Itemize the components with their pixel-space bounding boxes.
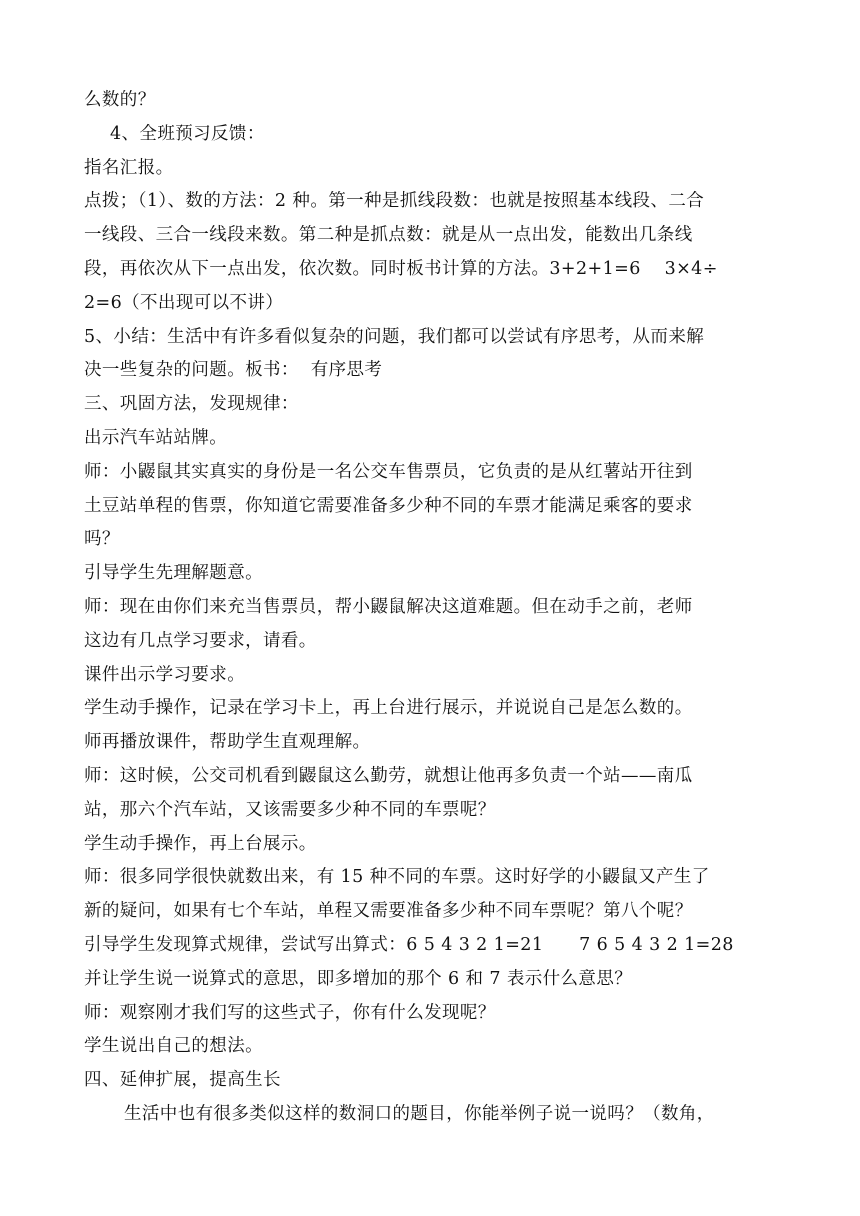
section-heading: 四、延伸扩展，提高生长 (84, 1070, 281, 1091)
text-line: 站，那六个汽车站，又该需要多少种不同的车票呢？ (84, 799, 496, 820)
text-line: 并让学生说一说算式的意思，即多增加的那个 6 和 7 表示什么意思？ (84, 968, 633, 989)
text-line: 师：很多同学很快就数出来，有 15 种不同的车票。这时好学的小鼹鼠又产生了 (84, 867, 710, 888)
text-line: 土豆站单程的售票，你知道它需要准备多少种不同的车票才能满足乘客的要求 (84, 495, 693, 516)
text-line: 5、小结：生活中有许多看似复杂的问题，我们都可以尝试有序思考，从而来解 (84, 326, 705, 347)
section-heading: 三、巩固方法，发现规律： (84, 394, 299, 415)
text-line: 引导学生发现算式规律，尝试写出算式：6 5 4 3 2 1=21 7 6 5 4 3 2 1=28 (84, 934, 734, 955)
text-line: 学生动手操作，记录在学习卡上，再上台进行展示，并说说自己是怎么数的。 (84, 698, 693, 719)
text-line: 生活中也有很多类似这样的数洞口的题目，你能举例子说一说吗？（数角， (124, 1103, 715, 1124)
text-line: 一线段、三合一线段来数。第二种是抓点数：就是从一点出发，能数出几条线 (84, 225, 693, 246)
text-line: 引导学生先理解题意。 (84, 563, 263, 584)
document-body (84, 84, 784, 1132)
text-line: 出示汽车站站牌。 (84, 427, 228, 448)
text-line: 决一些复杂的问题。板书： 有序思考 (84, 360, 383, 381)
text-line: 师再播放课件，帮助学生直观理解。 (84, 732, 371, 753)
text-line: 新的疑问，如果有七个车站，单程又需要准备多少种不同车票呢？第八个呢？ (84, 901, 693, 922)
text-line: 指名汇报。 (84, 157, 174, 178)
text-line: 师：观察刚才我们写的这些式子，你有什么发现呢？ (84, 1002, 496, 1023)
text-line: 师：这时候，公交司机看到鼹鼠这么勤劳，就想让他再多负责一个站——南瓜 (84, 765, 693, 786)
text-line: 4、全班预习反馈： (110, 123, 265, 144)
text-line: 学生动手操作，再上台展示。 (84, 833, 317, 854)
text-line: 师：现在由你们来充当售票员，帮小鼹鼠解决这道难题。但在动手之前，老师 (84, 596, 693, 617)
text-line: 师：小鼹鼠其实真实的身份是一名公交车售票员，它负责的是从红薯站开往到 (84, 461, 693, 482)
text-line: 么数的？ (84, 90, 156, 110)
text-line: 课件出示学习要求。 (84, 664, 246, 685)
text-line: 学生说出自己的想法。 (84, 1036, 263, 1057)
text-line: 吗？ (84, 529, 120, 550)
text-line: 点拨；（1）、数的方法：2 种。第一种是抓线段数：也就是按照基本线段、二合 (84, 191, 705, 212)
text-line: 段，再依次从下一点出发，依次数。同时板书计算的方法。3+2+1=6 3×4÷ (84, 258, 718, 279)
text-line: 这边有几点学习要求，请看。 (84, 630, 317, 651)
text-line: 2=6（不出现可以不讲） (84, 292, 284, 313)
